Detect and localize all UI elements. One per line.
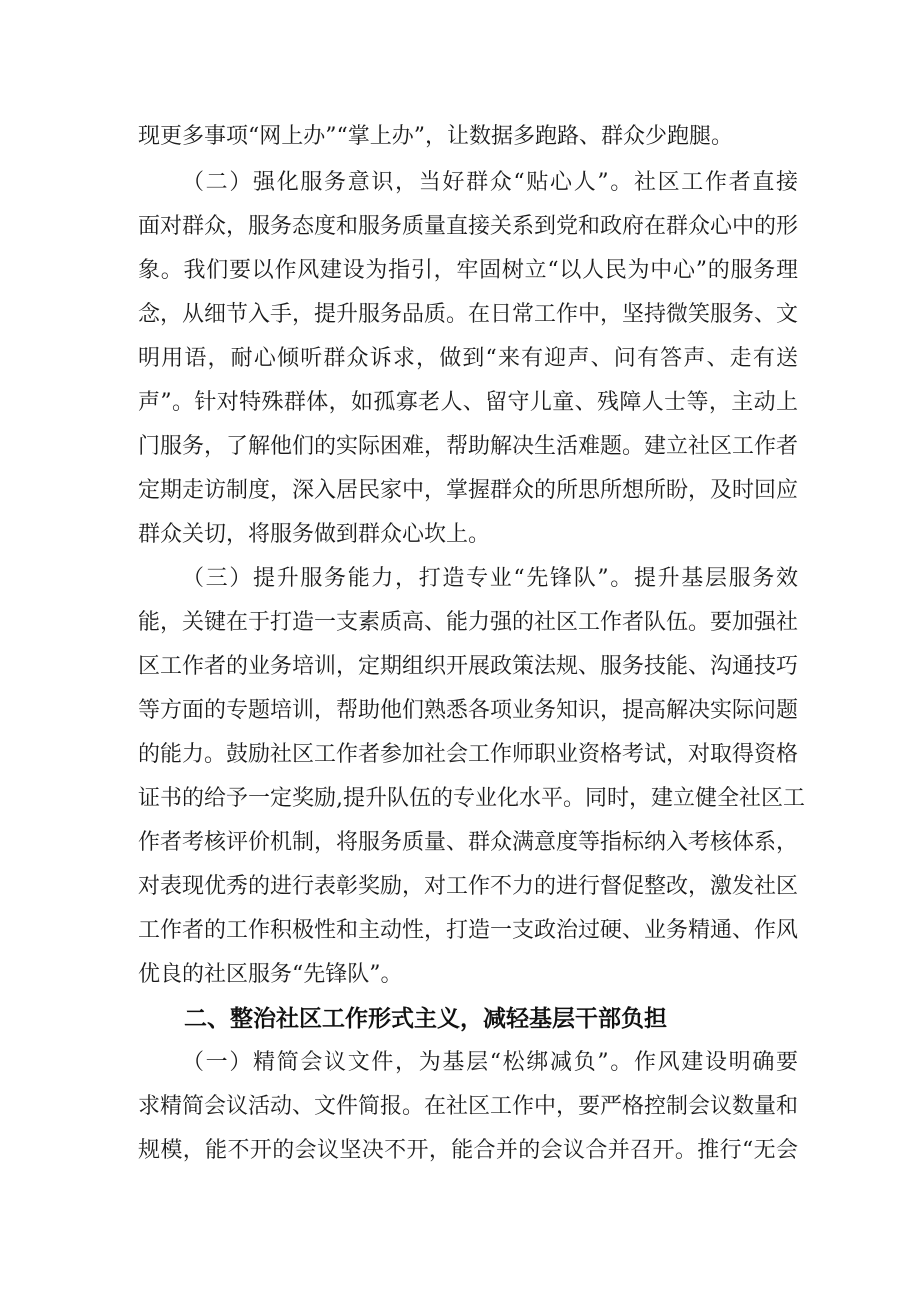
paragraph-2-line-9: 工作者的工作积极性和主动性，打造一支政治过硬、业务精通、作风	[138, 918, 799, 943]
paragraph-3-line-1: （一）精简会议文件，为基层“松绑减负”。作风建设明确要	[182, 1050, 798, 1075]
paragraph-2-line-8: 对表现优秀的进行表彰奖励，对工作不力的进行督促整改，激发社区	[138, 874, 799, 899]
paragraph-3-line-3: 规模，能不开的会议坚决不开，能合并的会议合并召开。推行“无会	[138, 1138, 798, 1163]
paragraph-3-line-2: 求精简会议活动、文件简报。在社区工作中，要严格控制会议数量和	[138, 1094, 799, 1119]
paragraph-0-line-1: 现更多事项“网上办”“掌上办”，让数据多跑路、群众少跑腿。	[138, 124, 733, 149]
paragraph-1-line-5: 明用语，耐心倾听群众诉求，做到“来有迎声、问有答声、走有送	[138, 346, 798, 371]
paragraph-1-line-8: 定期走访制度，深入居民家中，掌握群众的所思所想所盼，及时回应	[138, 478, 799, 503]
paragraph-2-line-6: 证书的给予一定奖励,提升队伍的专业化水平。同时，建立健全社区工	[138, 786, 805, 811]
paragraph-1-line-7: 门服务，了解他们的实际困难，帮助解决生活难题。建立社区工作者	[138, 434, 799, 459]
paragraph-1-line-4: 念，从细节入手，提升服务品质。在日常工作中，坚持微笑服务、文	[138, 302, 799, 327]
paragraph-2-line-2: 能，关键在于打造一支素质高、能力强的社区工作者队伍。要加强社	[138, 610, 799, 635]
paragraph-2-line-4: 等方面的专题培训，帮助他们熟悉各项业务知识，提高解决实际问题	[138, 698, 799, 723]
paragraph-2-line-5: 的能力。鼓励社区工作者参加社会工作师职业资格考试，对取得资格	[138, 742, 799, 767]
paragraph-2-line-7: 作者考核评价机制，将服务质量、群众满意度等指标纳入考核体系，	[138, 830, 799, 855]
section-heading: 二、整治社区工作形式主义，减轻基层干部负担	[184, 1006, 667, 1032]
paragraph-1-line-6: 声”。针对特殊群体，如孤寡老人、留守儿童、残障人士等，主动上	[138, 390, 798, 415]
paragraph-1-line-3: 象。我们要以作风建设为指引，牢固树立“以人民为中心”的服务理	[138, 258, 798, 283]
paragraph-2-line-10: 优良的社区服务“先锋队”。	[138, 962, 403, 987]
paragraph-1-line-1: （二）强化服务意识，当好群众“贴心人”。社区工作者直接	[182, 170, 798, 195]
paragraph-1-line-9: 群众关切，将服务做到群众心坎上。	[138, 522, 491, 547]
paragraph-1-line-2: 面对群众，服务态度和服务质量直接关系到党和政府在群众心中的形	[138, 214, 799, 239]
paragraph-2-line-3: 区工作者的业务培训，定期组织开展政策法规、服务技能、沟通技巧	[138, 654, 799, 679]
paragraph-2-line-1: （三）提升服务能力，打造专业“先锋队”。提升基层服务效	[182, 566, 798, 591]
